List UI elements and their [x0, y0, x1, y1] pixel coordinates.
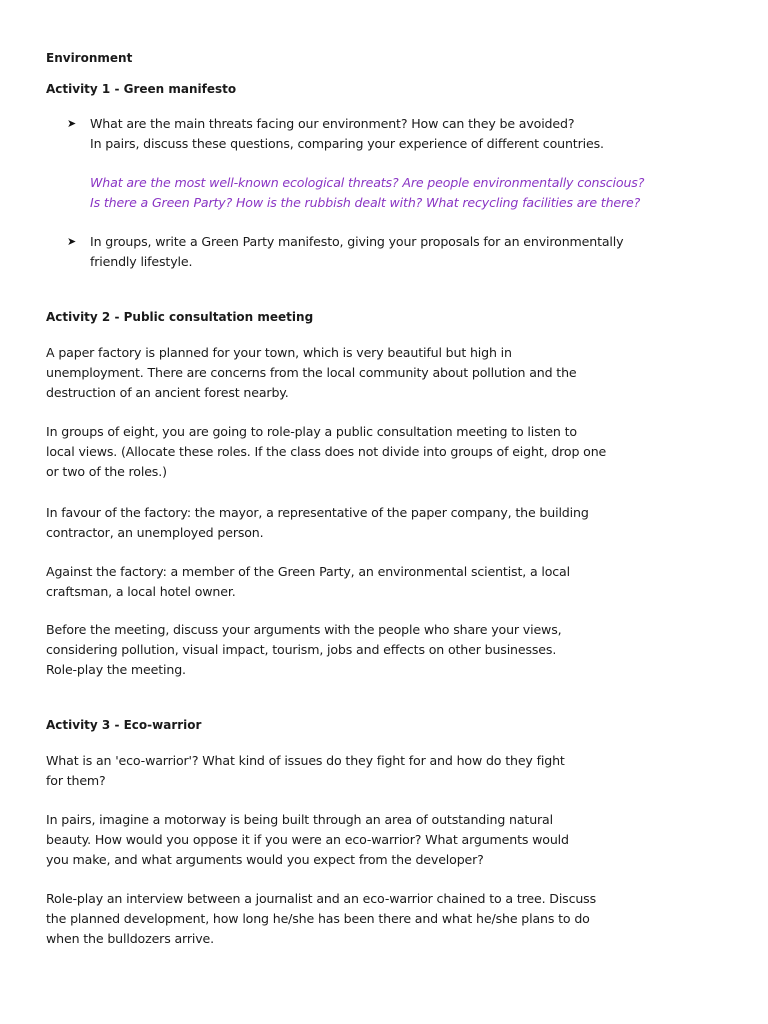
text-line: the planned development, how long he/she has been there and what he/she plans to do: [46, 911, 590, 926]
text-line: local views. (Allocate these roles. If the class does not divide into groups of eight, drop one: [46, 444, 607, 459]
activity-1-bullet-1: [46, 114, 706, 154]
text-line: In groups, write a Green Party manifesto, giving your proposals for an environmentally: [90, 234, 624, 249]
text-line: In groups of eight, you are going to role-play a public consultation meeting to listen to: [46, 424, 577, 439]
text-line: when the bulldozers arrive.: [46, 931, 214, 946]
text-line: you make, and what arguments would you expect from the developer?: [46, 852, 484, 867]
text-line: Role-play an interview between a journalist and an eco-warrior chained to a tree. Discuss: [46, 891, 597, 906]
text-line: beauty. How would you oppose it if you were an eco-warrior? What arguments would: [46, 832, 569, 847]
activity-1-bullet-2: [46, 232, 706, 272]
text-line: What is an 'eco-warrior'? What kind of issues do they fight for and how do they fight: [46, 753, 565, 768]
text-line: contractor, an unemployed person.: [46, 525, 264, 540]
text-line: Role-play the meeting.: [46, 662, 186, 677]
text-line: considering pollution, visual impact, tourism, jobs and effects on other businesses.: [46, 642, 557, 657]
activity-2-paragraph-2: [46, 422, 706, 482]
text-line: Is there a Green Party? How is the rubbish dealt with? What recycling facilities are there?: [90, 195, 641, 210]
bullet-arrow-icon: ➤: [67, 117, 77, 130]
activity-2-heading: Activity 2 - Public consultation meeting: [46, 310, 314, 324]
text-line: or two of the roles.): [46, 464, 167, 479]
text-line: Before the meeting, discuss your arguments with the people who share your views,: [46, 622, 562, 637]
text-line: for them?: [46, 773, 106, 788]
document-page: [46, 50, 706, 949]
text-line: In pairs, imagine a motorway is being built through an area of outstanding natural: [46, 812, 553, 827]
activity-1-heading: Activity 1 - Green manifesto: [46, 82, 237, 96]
text-line: craftsman, a local hotel owner.: [46, 584, 236, 599]
text-line: Against the factory: a member of the Green Party, an environmental scientist, a local: [46, 564, 570, 579]
activity-2-paragraph-1: [46, 343, 706, 403]
activity-3-paragraph-1: [46, 751, 706, 791]
text-line: A paper factory is planned for your town, which is very beautiful but high in: [46, 345, 512, 360]
activity-3-paragraph-2: [46, 810, 706, 870]
text-line: unemployment. There are concerns from the local community about pollution and the: [46, 365, 577, 380]
activity-2-paragraph-4: [46, 562, 706, 602]
text-line: In favour of the factory: the mayor, a representative of the paper company, the building: [46, 505, 589, 520]
activity-1-prompt-questions: [46, 173, 706, 213]
bullet-arrow-icon: ➤: [67, 235, 77, 248]
activity-2-paragraph-5: [46, 620, 706, 680]
text-line: destruction of an ancient forest nearby.: [46, 385, 289, 400]
text-line: What are the main threats facing our environment? How can they be avoided?: [90, 116, 575, 131]
text-line: friendly lifestyle.: [90, 254, 193, 269]
text-line: In pairs, discuss these questions, comparing your experience of different countries.: [90, 136, 604, 151]
activity-3-paragraph-3: [46, 889, 706, 949]
text-line: What are the most well-known ecological threats? Are people environmentally conscious?: [90, 175, 645, 190]
document-title: Environment: [46, 51, 133, 65]
activity-3-heading: Activity 3 - Eco-warrior: [46, 718, 202, 732]
activity-2-paragraph-3: [46, 503, 706, 543]
